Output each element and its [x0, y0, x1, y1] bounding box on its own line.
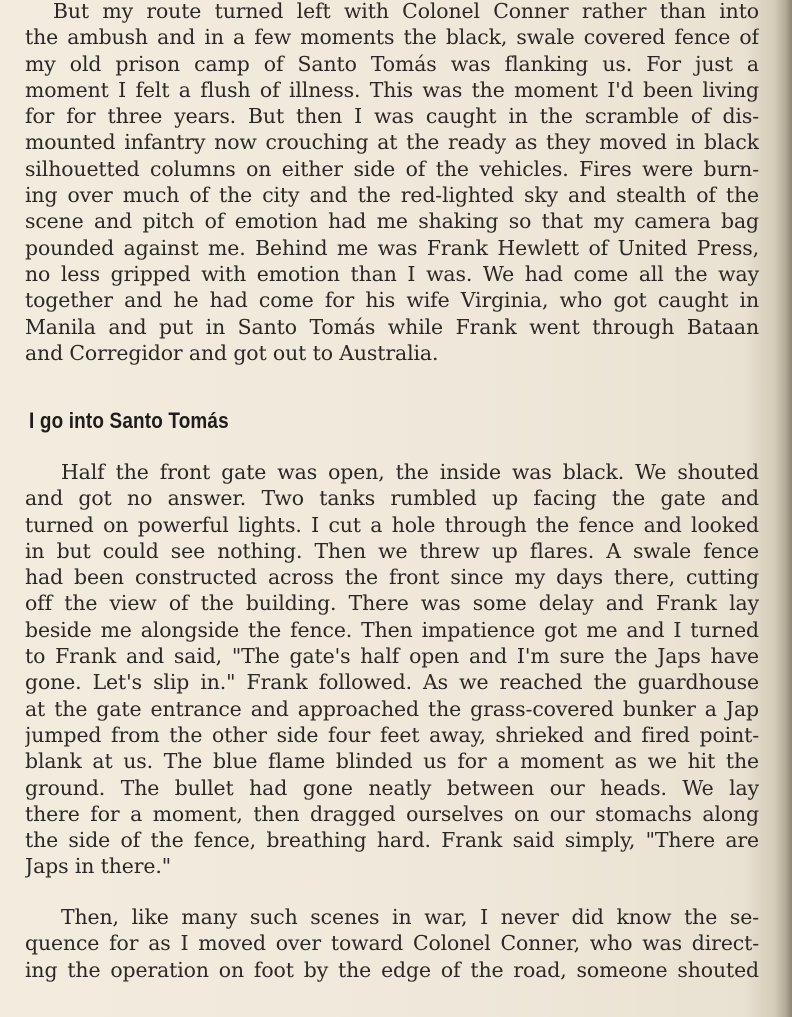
paragraph-3: [25, 904, 759, 983]
paragraph-2: [25, 459, 759, 880]
text-line: turned on powerful lights. I cut a hole through the fence and looked: [25, 512, 759, 537]
text-line: at the gate entrance and approached the grass-covered bunker a Jap: [25, 696, 759, 721]
paragraph-1: [25, 0, 759, 366]
text-line: Then, like many such scenes in war, I never did know the se-: [61, 905, 759, 929]
text-line: in but could see nothing. Then we threw up flares. A swale fence: [25, 538, 759, 563]
text-line: for for three years. But then I was caught in the scramble of dis-: [25, 104, 759, 129]
text-line: Manila and put in Santo Tomás while Frank went through Bataan: [25, 314, 759, 339]
text-line: Half the front gate was open, the inside was black. We shouted: [61, 460, 759, 484]
text-line: ing the operation on foot by the edge of the road, someone shouted: [25, 957, 759, 982]
text-line: and Corregidor and got out to Australia.: [25, 340, 439, 365]
text-line: scene and pitch of emotion had me shaking so that my camera bag: [25, 209, 759, 234]
text-line: jumped from the other side four feet away, shrieked and fired point-: [25, 722, 759, 747]
text-line: to Frank and said, "The gate's half open and I'm sure the Japs have: [25, 644, 759, 669]
text-line: moment I felt a flush of illness. This was the moment I'd been living: [25, 77, 759, 102]
text-line: ing over much of the city and the red-lighted sky and stealth of the: [25, 183, 759, 208]
text-line: mounted infantry now crouching at the ready as they moved in black: [25, 130, 759, 155]
text-line: had been constructed across the front since my days there, cutting: [25, 565, 759, 590]
text-line: my old prison camp of Santo Tomás was flanking us. For just a: [25, 51, 759, 76]
text-line: gone. Let's slip in." Frank followed. As we reached the guardhouse: [25, 670, 759, 695]
text-line: the ambush and in a few moments the black, swale covered fence of: [25, 25, 759, 50]
text-line: together and he had come for his wife Virginia, who got caught in: [25, 288, 759, 313]
page-edge-shadow: [774, 0, 792, 1017]
section-heading: I go into Santo Tomás: [29, 408, 229, 433]
text-line: beside me alongside the fence. Then impatience got me and I turned: [25, 617, 759, 642]
text-line: silhouetted columns on either side of the vehicles. Fires were burn-: [25, 156, 759, 181]
text-line: there for a moment, then dragged ourselves on our stomachs along: [25, 801, 759, 826]
text-line: But my route turned left with Colonel Conner rather than into: [53, 0, 759, 23]
text-line: off the view of the building. There was some delay and Frank lay: [25, 591, 759, 616]
text-line: and got no answer. Two tanks rumbled up facing the gate and: [25, 486, 759, 511]
text-line: the side of the fence, breathing hard. Frank said simply, "There are: [25, 828, 759, 853]
text-line: no less gripped with emotion than I was. We had come all the way: [25, 261, 759, 286]
text-line: blank at us. The blue flame blinded us for a moment as we hit the: [25, 749, 759, 774]
text-line: Japs in there.": [25, 854, 172, 879]
text-line: quence for as I moved over toward Colonel Conner, who was direct-: [25, 931, 759, 956]
text-line: ground. The bullet had gone neatly between our heads. We lay: [25, 775, 759, 800]
text-line: pounded against me. Behind me was Frank Hewlett of United Press,: [25, 235, 759, 260]
